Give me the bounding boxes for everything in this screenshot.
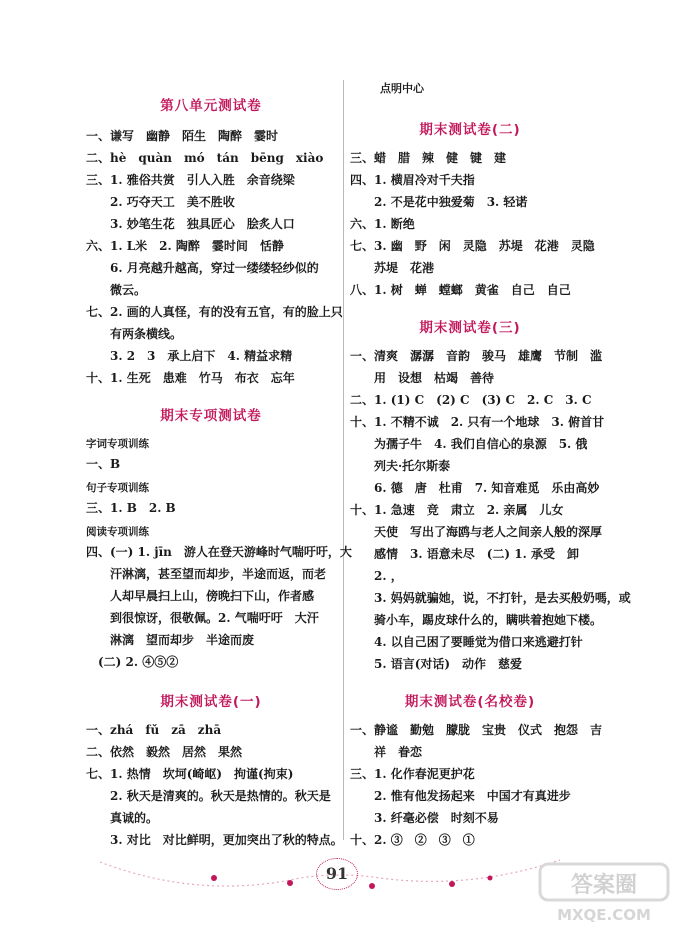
answer-line: 二、hè quàn mó tán bēng xiào <box>86 151 324 165</box>
section-title: 期末测试卷(名校卷) <box>404 694 536 710</box>
answer-line: 七、2. 画的人真怪，有的没有五官，有的脸上只 <box>86 305 343 319</box>
section-title: 第八单元测试卷 <box>160 98 262 114</box>
answer-line: 祥 眷恋 <box>350 745 423 759</box>
answer-line: 5. 语言(对话) 动作 慈爱 <box>350 657 523 671</box>
answer-line: 3. 纤毫必偿 时刻不易 <box>350 811 499 825</box>
svg-text:MXQE.COM: MXQE.COM <box>557 906 651 924</box>
header-corner-label: 点明中心 <box>380 82 424 95</box>
answer-line: 三、1. 化作春泥更护花 <box>350 767 475 781</box>
column-divider <box>343 80 344 840</box>
section-title: 期末测试卷(三) <box>419 320 521 336</box>
watermark-logo <box>534 858 674 928</box>
section-title: 期末测试卷(二) <box>419 122 521 138</box>
answer-line: 6. 月亮越升越高，穿过一缕缕轻纱似的 <box>86 261 319 275</box>
answer-line: 人却早晨扫上山，傍晚扫下山，作者感 <box>86 589 315 603</box>
answer-line: 淋漓 望而却步 半途而废 <box>86 633 255 647</box>
answer-line: 苏堤 花港 <box>350 261 435 275</box>
section-title: 期末专项测试卷 <box>160 408 262 424</box>
answer-line: 微云。 <box>86 283 147 297</box>
answer-line: 一、zhá fǔ zā zhā <box>86 723 222 737</box>
svg-text:答案圈: 答案圈 <box>570 873 638 898</box>
answer-line: 十、1. 不精不诚 2. 只有一个地球 3. 俯首甘 <box>350 415 605 429</box>
answer-line: 汗淋漓，甚至望而却步，半途而返，而老 <box>86 567 327 581</box>
answer-line: 为孺子牛 4. 我们自信心的泉源 5. 俄 <box>350 437 588 451</box>
answer-line: 七、3. 幽 野 闲 灵隐 苏堤 花港 灵隐 <box>350 239 595 253</box>
answer-line: 一、谦写 幽静 陌生 陶醉 霎时 <box>86 129 279 143</box>
answer-line: 有两条横线。 <box>86 327 183 341</box>
answer-line: 4. 以自己困了要睡觉为借口来逃避打针 <box>350 635 583 649</box>
answer-line: 2. 秋天是清爽的。秋天是热情的。秋天是 <box>86 789 331 803</box>
subsection-label: 句子专项训练 <box>86 482 149 494</box>
answer-line: 2. 巧夺天工 美不胜收 <box>86 195 235 209</box>
answer-line: 三、1. 雅俗共赏 引人入胜 余音绕梁 <box>86 173 295 187</box>
answer-line: 四、(一) 1. jīn 游人在登天游峰时气喘吁吁，大 <box>86 545 352 559</box>
answer-line: 3. 妙笔生花 独具匠心 脍炙人口 <box>86 217 295 231</box>
answer-line: 二、依然 毅然 居然 果然 <box>86 745 243 759</box>
answer-line: 六、1. L米 2. 陶醉 霎时间 恬静 <box>86 239 284 253</box>
answer-line: 六、1. 断绝 <box>350 217 415 231</box>
answer-line: 三、蜡 腊 辣 健 键 建 <box>350 151 507 165</box>
answer-line: 十、2. ③ ② ③ ① <box>350 833 475 847</box>
answer-line: (二) 2. ④⑤② <box>86 655 179 669</box>
answer-line: 用 设想 枯竭 善待 <box>350 371 495 385</box>
subsection-label: 阅读专项训练 <box>86 526 149 538</box>
answer-line: 感情 3. 语意未尽 (二) 1. 承受 卸 <box>350 547 579 561</box>
answer-line: 2. 不是花中独爱菊 3. 轻诺 <box>350 195 528 209</box>
page-number: 91 <box>325 864 349 883</box>
answer-line: 3. 2 3 承上启下 4. 精益求精 <box>86 349 293 363</box>
answer-line: 七、1. 热情 坎坷(崎岖) 拘谨(拘束) <box>86 767 294 781</box>
answer-line: 天使 写出了海鸥与老人之间亲人般的深厚 <box>350 525 603 539</box>
answer-line: 一、B <box>86 457 121 471</box>
answer-line: 2. 惟有他发扬起来 中国才有真进步 <box>350 789 571 803</box>
answer-line: 列夫·托尔斯泰 <box>350 459 451 473</box>
answer-line: 真诚的。 <box>86 811 159 825</box>
answer-line: 到很惊讶，很敬佩。2. 气喘吁吁 大汗 <box>86 611 319 625</box>
section-title: 期末测试卷(一) <box>160 694 262 710</box>
subsection-label: 字词专项训练 <box>86 438 149 450</box>
answer-line: 十、1. 急速 竞 肃立 2. 亲属 儿女 <box>350 503 564 517</box>
answer-line: 2. ， <box>350 569 403 583</box>
answer-line: 骑小车，踢皮球什么的，瞒哄着抱她下楼。 <box>350 613 603 627</box>
answer-line: 四、1. 横眉冷对千夫指 <box>350 173 475 187</box>
answer-line: 6. 德 唐 杜甫 7. 知音难觅 乐由高妙 <box>350 481 600 495</box>
answer-line: 一、静谧 勤勉 朦胧 宝贵 仪式 抱怨 吉 <box>350 723 603 737</box>
answer-line: 八、1. 树 蝉 螳螂 黄雀 自己 自己 <box>350 283 571 297</box>
answer-line: 三、1. B 2. B <box>86 501 176 515</box>
answer-line: 十、1. 生死 患难 竹马 布衣 忘年 <box>86 371 295 385</box>
answer-line: 一、清爽 潺潺 音韵 骏马 雄鹰 节制 滥 <box>350 349 603 363</box>
answer-line: 二、1. (1) C (2) C (3) C 2. C 3. C <box>350 393 592 407</box>
answer-line: 3. 妈妈就骗她，说，不打针，是去买般奶嗎，或 <box>350 591 631 605</box>
answer-line: 3. 对比 对比鲜明，更加突出了秋的特点。 <box>86 833 343 847</box>
